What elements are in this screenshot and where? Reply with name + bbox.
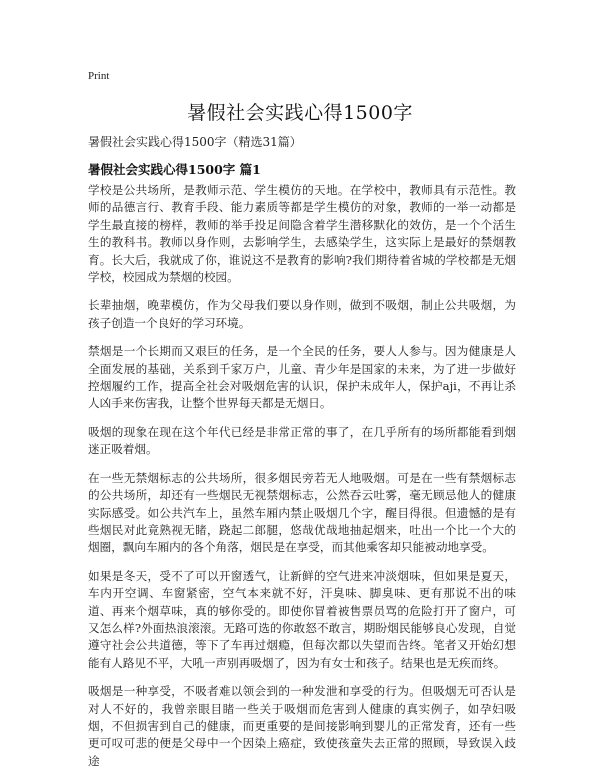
paragraph: 禁烟是一个长期而又艰巨的任务，是一个全民的任务，要人人参与。因为健康是人全面发展的基础，关系到千家万户，儿童、青少年是国家的未来，为了进一步做好控烟履约工作，提高全社会对吸烟危害的认识，保护未成年人，保护aji，不再让杀人凶手来伤害我，让整个世界每天都是无烟日。 (88, 344, 516, 411)
paragraph: 如果是冬天，受不了可以开窗透气，让新鲜的空气进来冲淡烟味，但如果是夏天，车内开空调、车窗紧密，空气本来就不好，汗臭味、脚臭味、更有那说不出的味道、再来个烟草味，真的够你受的。即使你冒着被售票员骂的危险打开了窗户，可又怎么样?外面热浪滚滚。无路可选的你敢怒不敢言，期盼烟民能够良心发现，自觉遵守社会公共道德，等下了车再过烟瘾，但每次都以失望而告终。笔者又开始幻想能有人路见不平，大吼一声别再吸烟了，因为有女士和孩子。结果也是无疾而终。 (88, 568, 516, 670)
document-title: 暑假社会实践心得1500字 (187, 102, 413, 124)
document-subtitle: 暑假社会实践心得1500字（精选31篇） (88, 135, 302, 149)
section-heading: 暑假社会实践心得1500字 篇1 (88, 162, 261, 177)
paragraph: 吸烟是一种享受，不吸者难以领会到的一种发泄和享受的行为。但吸烟无可否认是对人不好的，我曾亲眼目睹一些关于吸烟而危害到人健康的真实例子，如孕妇吸烟，不但损害到自己的健康，而更重要的是间接影响到婴儿的正常发育，还有一些更可叹可悲的便是父母中一个因染上癌症，致使孩童失去正常的照顾，导致误入歧途 (88, 684, 516, 768)
article-body (88, 182, 516, 776)
paragraph: 在一些无禁烟标志的公共场所，很多烟民旁若无人地吸烟。可是在一些有禁烟标志的公共场所，却还有一些烟民无视禁烟标志，公然吞云吐雾，毫无顾忌他人的健康实际感受。如公共汽车上，虽然车厢内禁止吸烟几个字，醒目得很。但遗憾的是有些烟民对此竟熟视无睹，跷起二郎腿，悠哉优哉地抽起烟来，吐出一个比一个大的烟圈，飘向车厢内的各个角落，烟民是在享受，而其他乘客却只能被动地享受。 (88, 470, 516, 555)
print-link[interactable]: Print (88, 70, 110, 82)
paragraph: 吸烟的现象在现在这个年代已经是非常正常的事了，在几乎所有的场所都能看到烟迷正吸着烟。 (88, 424, 516, 457)
paragraph: 学校是公共场所，是教师示范、学生模仿的天地。在学校中，教师具有示范性。教师的品德言行、教育手段、能力素质等都是学生模仿的对象，教师的一举一动都是学生最直接的榜样，教师的举手投足间隐含着学生潜移默化的效仿，是一个个活生生的教科书。教师以身作则，去影响学生，去感染学生，这实际上是最好的禁烟教育。长大后，我就成了你，谁说这不是教育的影响?我们期待着省城的学校都是无烟学校，校园成为禁烟的校园。 (88, 183, 516, 285)
paragraph: 长辈抽烟，晚辈模仿，作为父母我们要以身作则，做到不吸烟，制止公共吸烟，为孩子创造一个良好的学习环境。 (88, 298, 516, 330)
